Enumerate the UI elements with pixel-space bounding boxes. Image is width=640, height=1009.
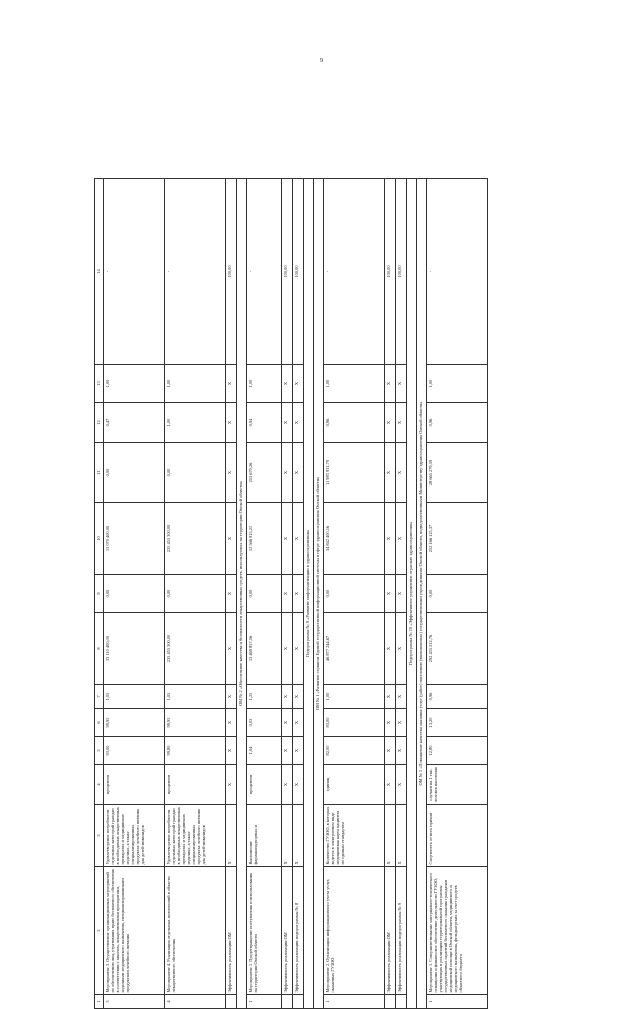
table-cell: 0,00	[165, 443, 226, 503]
table-cell: 99,95	[104, 709, 165, 737]
section-heading: ОМ № 1 «Повышение качества оказания услуг (работ) населению (выполняемых) государственными учреждениями Омской области, подведомственными Министерству здравоохранения Омской области»	[417, 179, 427, 1009]
table-cell: 235 455 300,00	[165, 503, 226, 575]
table-cell: Х	[282, 737, 293, 765]
table-cell: 93,00	[104, 737, 165, 765]
section-heading-row	[237, 179, 247, 1009]
table-cell: 0,94	[247, 403, 282, 443]
table-cell: Х	[226, 503, 237, 575]
column-number: 8	[95, 613, 104, 685]
table-cell: -	[324, 179, 385, 365]
table-cell: 1	[247, 995, 282, 1009]
table-cell: Х	[385, 443, 396, 503]
table-cell: 99,80	[165, 737, 226, 765]
table-cell: Выполнение фармаконадзорных и	[247, 805, 282, 867]
table-row	[385, 179, 396, 1009]
table-cell: 11 983 931,79	[324, 443, 385, 503]
table-cell: 1	[324, 995, 385, 1009]
table-cell: 13 070 400,00	[104, 503, 165, 575]
table-cell: 253 670,26	[247, 443, 282, 503]
table-cell: 1,05	[165, 685, 226, 709]
table-cell: Эффективность реализации ОМ	[385, 867, 396, 995]
table-cell: Х	[282, 575, 293, 613]
table-cell: 4	[165, 995, 226, 1009]
table-cell: 99,95	[165, 709, 226, 737]
table-cell: Х	[396, 685, 407, 709]
table-cell: Х	[396, 709, 407, 737]
table-cell: 1	[427, 995, 488, 1009]
table-cell: 33 110 400,00	[104, 613, 165, 685]
table-cell: 1,00	[104, 365, 165, 403]
table-cell: Мероприятие 2. Организация информационного учета услуг, оказанных ГУЗОО	[324, 867, 385, 995]
table-cell: Х	[293, 403, 304, 443]
table-cell: Х	[396, 403, 407, 443]
table-row	[396, 179, 407, 1009]
table-cell: 12 566 915,21	[247, 503, 282, 575]
table-cell: Х	[226, 765, 237, 805]
section-heading: Подпрограмма № 10 «Эффективное управление отраслью здравоохранения»	[407, 179, 417, 1009]
table-cell: Эффективность реализации ОМ	[282, 867, 293, 995]
column-number-row	[95, 179, 104, 1009]
table-cell: 1,00	[247, 365, 282, 403]
table-cell: Эффективность реализации подпрограммы № 9	[396, 867, 407, 995]
table-cell: Х	[282, 365, 293, 403]
table-cell	[385, 995, 396, 1009]
table-cell: Х	[385, 503, 396, 575]
table-cell: 100,00	[282, 179, 293, 365]
table-cell: Эффективность реализации подпрограммы № 8	[293, 867, 304, 995]
table-cell: 100,00	[226, 179, 237, 365]
table-cell: Количество ГУЗОО, в которых ведется в электронном виде медицинская карта пациента по единым стандартам	[324, 805, 385, 867]
table-cell: Х	[293, 575, 304, 613]
table-cell: Х	[293, 709, 304, 737]
table-cell: Х	[226, 365, 237, 403]
table-cell: Х	[226, 443, 237, 503]
table-cell: 1,00	[165, 365, 226, 403]
table-cell	[293, 995, 304, 1009]
table-cell: 0,00	[427, 575, 488, 613]
section-heading-row	[417, 179, 427, 1009]
table-cell: Х	[396, 613, 407, 685]
table-cell: 252 166 125,37	[427, 503, 488, 575]
table-cell: Х	[282, 503, 293, 575]
table-cell	[226, 995, 237, 1009]
table-row	[104, 179, 165, 1009]
table-cell: 0,00	[324, 575, 385, 613]
section-heading-row	[314, 179, 324, 1009]
table-cell: -	[247, 179, 282, 365]
table-cell: Удовлетворение потребности отдельных категорий граждан в необходимых лекарственных препаратах и медицинских изделиях, а также специализированных продуктах лечебного питания для детей-инвалидов	[165, 805, 226, 867]
table-cell	[396, 995, 407, 1009]
table-cell: 235 455 300,00	[165, 613, 226, 685]
table-cell: Х	[226, 709, 237, 737]
table-cell: 0,00	[104, 443, 165, 503]
table-cell: Мероприятие 1. Предотвращение поступления и использования на территории Омской области	[247, 867, 282, 995]
table-row	[282, 179, 293, 1009]
table-cell: 0,00	[104, 575, 165, 613]
column-number: 6	[95, 709, 104, 737]
table-cell: Х	[293, 805, 304, 867]
table-cell	[282, 995, 293, 1009]
table-cell: 0,96	[324, 403, 385, 443]
rotated-report-sheet	[94, 179, 546, 1009]
evaluation-table	[94, 178, 488, 1009]
table-cell: Х	[293, 765, 304, 805]
table-cell: 46 877 244,67	[324, 613, 385, 685]
table-cell: 28 665 279,59	[427, 443, 488, 503]
table-cell: Х	[385, 575, 396, 613]
table-cell: 1,00	[324, 685, 385, 709]
table-cell: 1,04	[247, 737, 282, 765]
section-heading: ОМ № 2 «Обеспечение качества и безопасности лекарственных средств, используемых на территории Омской области»	[237, 179, 247, 1009]
column-number: 2	[95, 867, 104, 995]
section-heading: ОМ № 1 «Развитие сервисов Единой государственной информационной системы в сфере здравоохранения Омской области»	[314, 179, 324, 1009]
table-cell: 13 469 857,56	[247, 613, 282, 685]
table-cell: Х	[385, 737, 396, 765]
table-row	[247, 179, 282, 1009]
table-cell: 1,00	[165, 403, 226, 443]
column-number: 11	[95, 443, 104, 503]
table-cell: случаев на 1 тыс. человек населения	[427, 765, 488, 805]
table-row	[226, 179, 237, 1009]
table-cell: 100,00	[396, 179, 407, 365]
table-cell: Х	[396, 443, 407, 503]
table-cell: 1,25	[247, 685, 282, 709]
table-cell: Х	[293, 503, 304, 575]
table-cell: Х	[282, 685, 293, 709]
table-cell: Х	[282, 765, 293, 805]
table-cell: Х	[385, 365, 396, 403]
section-heading: Подпрограмма № 9 «Развитие информатизации в здравоохранении»	[304, 179, 314, 1009]
table-cell: Х	[282, 613, 293, 685]
table-cell: Х	[282, 443, 293, 503]
table-cell: процентов	[104, 765, 165, 805]
table-cell: 82,00	[324, 737, 385, 765]
table-cell: Х	[396, 805, 407, 867]
table-cell: Мероприятие 4. Реализация отдельных полномочий в области лекарственного обеспечения	[165, 867, 226, 995]
table-cell: Х	[226, 805, 237, 867]
table-cell: Мероприятие 3. Осуществление организационных мероприятий по обеспечению лиц, утративших право бесплатного обеспечения в соответствии с законом, лекарственными препаратами, изделиями медицинского назначения, специализированными продуктами лечебного питания	[104, 867, 165, 995]
table-cell: 0,03	[247, 709, 282, 737]
table-cell: Удовлетворение потребности отдельных категорий граждан в необходимых лекарственных препаратах и медицинских изделиях, а также специализированных продуктах лечебного питания для детей-инвалидов	[104, 805, 165, 867]
table-cell: Х	[226, 613, 237, 685]
table-cell: -	[104, 179, 165, 365]
table-cell: Х	[282, 403, 293, 443]
section-heading-row	[304, 179, 314, 1009]
table-cell: 12,80	[427, 737, 488, 765]
table-cell: 100,00	[385, 179, 396, 365]
table-cell: 0,00	[165, 575, 226, 613]
table-cell: 1,00	[427, 365, 488, 403]
table-cell: 0,47	[104, 403, 165, 443]
table-cell: Х	[293, 613, 304, 685]
table-cell: Х	[293, 685, 304, 709]
table-cell: 34 842 400,16	[324, 503, 385, 575]
column-number: 3	[95, 805, 104, 867]
column-number: 1	[95, 995, 104, 1009]
column-number: 9	[95, 575, 104, 613]
column-number: 14	[95, 179, 104, 365]
table-cell: Х	[396, 765, 407, 805]
table-cell: Х	[385, 765, 396, 805]
table-cell: 100,00	[293, 179, 304, 365]
table-cell: Х	[385, 613, 396, 685]
table-cell: Х	[226, 403, 237, 443]
table-row	[427, 179, 488, 1009]
table-cell: Х	[293, 737, 304, 765]
column-number: 4	[95, 765, 104, 805]
table-cell: 0,96	[427, 685, 488, 709]
table-cell: процентов	[165, 765, 226, 805]
table-cell: Х	[282, 709, 293, 737]
table-row	[324, 179, 385, 1009]
table-cell: Х	[282, 805, 293, 867]
table-cell: Х	[396, 503, 407, 575]
column-number: 7	[95, 685, 104, 709]
table-cell: 1,05	[104, 685, 165, 709]
column-number: 12	[95, 403, 104, 443]
table-cell: Х	[396, 737, 407, 765]
table-cell: 83,00	[324, 709, 385, 737]
table-cell: Х	[385, 805, 396, 867]
column-number: 5	[95, 737, 104, 765]
table-cell: 0,00	[247, 575, 282, 613]
table-cell: Х	[226, 737, 237, 765]
table-cell: Х	[396, 365, 407, 403]
table-cell: Х	[226, 575, 237, 613]
table-cell: 292 455 212,76	[427, 613, 488, 685]
table-cell: Х	[226, 685, 237, 709]
table-row	[165, 179, 226, 1009]
table-cell: Х	[385, 403, 396, 443]
table-cell: Х	[293, 443, 304, 503]
column-number: 10	[95, 503, 104, 575]
table-cell: процентов	[247, 765, 282, 805]
table-cell: 1,00	[324, 365, 385, 403]
table-cell: 3	[104, 995, 165, 1009]
table-cell: Х	[385, 685, 396, 709]
table-cell: Х	[396, 575, 407, 613]
table-cell: 0,96	[427, 403, 488, 443]
column-number: 13	[95, 365, 104, 403]
section-heading-row	[407, 179, 417, 1009]
page-number: 9	[320, 58, 323, 64]
table-cell: -	[427, 179, 488, 365]
table-cell: единиц	[324, 765, 385, 805]
table-cell: Х	[293, 365, 304, 403]
table-cell: Эффективность реализации ОМ	[226, 867, 237, 995]
table-cell: Х	[385, 709, 396, 737]
table-row	[293, 179, 304, 1009]
table-cell: -	[165, 179, 226, 365]
table-cell: 13,20	[427, 709, 488, 737]
table-cell: Мероприятие 1. Совершенствование материально-технического оснащения и финансовое обеспечение деятельности ГУЗОО, участвующих в реализации территориальной программы государственных гарантий бесплатного оказания гражданам медицинской помощи в Омской области, медицинского и медицинского назначения, фельдшерских за счет средств областного бюджета	[427, 867, 488, 995]
table-cell: Смертность от всех причин	[427, 805, 488, 867]
